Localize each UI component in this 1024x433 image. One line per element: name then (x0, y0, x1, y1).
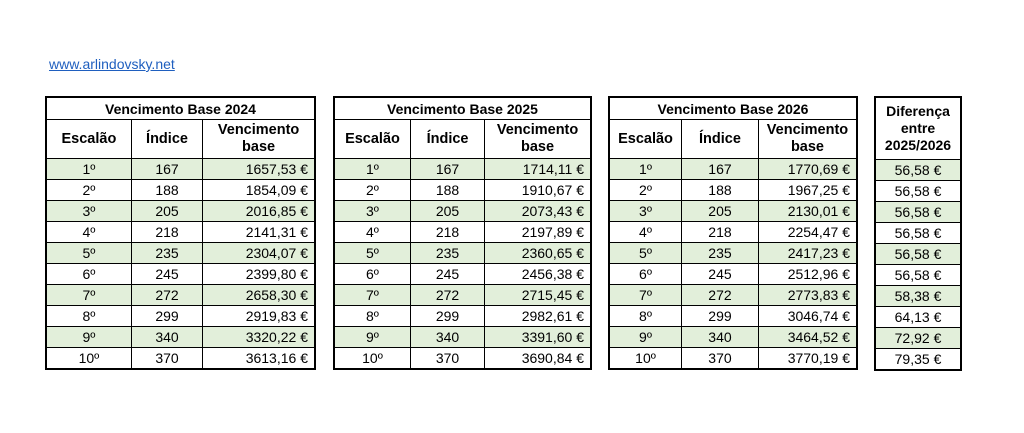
cell-vencimento: 2254,47 € (758, 222, 857, 243)
cell-vencimento: 1854,09 € (203, 180, 315, 201)
header-escalao: Escalão (334, 120, 410, 159)
cell-vencimento: 2141,31 € (203, 222, 315, 243)
cell-indice: 167 (410, 159, 484, 180)
table-row (46, 222, 315, 243)
cell-escalao: 9º (334, 327, 410, 348)
cell-diferenca: 58,38 € (875, 286, 961, 307)
table-row (609, 201, 857, 222)
cell-escalao: 10º (334, 348, 410, 370)
table-row (334, 222, 591, 243)
table-row (609, 348, 857, 370)
table-body (334, 159, 591, 370)
table-title: Vencimento Base 2025 (334, 97, 591, 120)
table-title: Vencimento Base 2026 (609, 97, 857, 120)
header-escalao: Escalão (46, 120, 131, 159)
cell-vencimento: 3046,74 € (758, 306, 857, 327)
cell-vencimento: 3690,84 € (485, 348, 591, 370)
cell-indice: 299 (410, 306, 484, 327)
cell-indice: 245 (410, 264, 484, 285)
header-indice: Índice (410, 120, 484, 159)
cell-escalao: 4º (46, 222, 131, 243)
cell-escalao: 1º (334, 159, 410, 180)
cell-indice: 272 (682, 285, 759, 306)
cell-escalao: 5º (609, 243, 682, 264)
cell-vencimento: 2456,38 € (485, 264, 591, 285)
table-row (334, 201, 591, 222)
cell-escalao: 6º (334, 264, 410, 285)
table-body (46, 159, 315, 370)
cell-vencimento: 2512,96 € (758, 264, 857, 285)
table-row (46, 306, 315, 327)
table-row (334, 327, 591, 348)
table-row (609, 222, 857, 243)
table-row (46, 159, 315, 180)
cell-vencimento: 1967,25 € (758, 180, 857, 201)
cell-indice: 218 (682, 222, 759, 243)
table-row (46, 327, 315, 348)
cell-indice: 205 (682, 201, 759, 222)
cell-escalao: 8º (46, 306, 131, 327)
cell-indice: 340 (410, 327, 484, 348)
cell-indice: 370 (131, 348, 202, 370)
cell-indice: 299 (682, 306, 759, 327)
table-row (609, 285, 857, 306)
cell-indice: 370 (682, 348, 759, 370)
table-row (609, 306, 857, 327)
cell-diferenca: 56,58 € (875, 223, 961, 244)
cell-escalao: 9º (46, 327, 131, 348)
table-title: Vencimento Base 2024 (46, 97, 315, 120)
cell-indice: 167 (131, 159, 202, 180)
header-vencimento: Vencimento base (485, 120, 591, 159)
cell-indice: 370 (410, 348, 484, 370)
table-vencimento-2025 (333, 96, 592, 370)
cell-escalao: 1º (609, 159, 682, 180)
cell-vencimento: 2658,30 € (203, 285, 315, 306)
cell-escalao: 4º (609, 222, 682, 243)
cell-diferenca: 56,58 € (875, 202, 961, 223)
cell-escalao: 8º (609, 306, 682, 327)
header-vencimento: Vencimento base (758, 120, 857, 159)
cell-indice: 167 (682, 159, 759, 180)
cell-indice: 235 (131, 243, 202, 264)
cell-indice: 245 (131, 264, 202, 285)
cell-escalao: 3º (334, 201, 410, 222)
table-row (334, 348, 591, 370)
table-body (609, 159, 857, 370)
cell-vencimento: 3320,22 € (203, 327, 315, 348)
cell-escalao: 6º (46, 264, 131, 285)
table-vencimento-2024 (45, 96, 316, 370)
cell-vencimento: 2304,07 € (203, 243, 315, 264)
table-vencimento-2026 (608, 96, 858, 370)
table-row (875, 244, 961, 265)
cell-escalao: 6º (609, 264, 682, 285)
cell-vencimento: 2197,89 € (485, 222, 591, 243)
cell-vencimento: 2982,61 € (485, 306, 591, 327)
cell-escalao: 2º (609, 180, 682, 201)
table-row (46, 201, 315, 222)
cell-indice: 340 (682, 327, 759, 348)
cell-escalao: 1º (46, 159, 131, 180)
table-row (875, 265, 961, 286)
cell-indice: 299 (131, 306, 202, 327)
cell-escalao: 3º (609, 201, 682, 222)
cell-escalao: 7º (609, 285, 682, 306)
table-row (875, 160, 961, 181)
table-diferenca (874, 96, 962, 371)
cell-diferenca: 56,58 € (875, 160, 961, 181)
table-row (46, 285, 315, 306)
cell-diferenca: 72,92 € (875, 328, 961, 349)
cell-escalao: 2º (46, 180, 131, 201)
table-row (875, 223, 961, 244)
cell-vencimento: 3464,52 € (758, 327, 857, 348)
table-row (609, 180, 857, 201)
cell-vencimento: 2919,83 € (203, 306, 315, 327)
table-row (875, 349, 961, 371)
cell-vencimento: 2399,80 € (203, 264, 315, 285)
cell-indice: 272 (410, 285, 484, 306)
cell-vencimento: 2715,45 € (485, 285, 591, 306)
cell-indice: 245 (682, 264, 759, 285)
table-row (875, 181, 961, 202)
cell-escalao: 9º (609, 327, 682, 348)
table-row (609, 243, 857, 264)
table-row (609, 264, 857, 285)
cell-indice: 188 (410, 180, 484, 201)
table-row (334, 243, 591, 264)
cell-vencimento: 1714,11 € (485, 159, 591, 180)
cell-indice: 205 (131, 201, 202, 222)
cell-escalao: 8º (334, 306, 410, 327)
cell-escalao: 2º (334, 180, 410, 201)
cell-indice: 205 (410, 201, 484, 222)
cell-diferenca: 64,13 € (875, 307, 961, 328)
cell-vencimento: 3391,60 € (485, 327, 591, 348)
cell-vencimento: 3613,16 € (203, 348, 315, 370)
cell-vencimento: 1770,69 € (758, 159, 857, 180)
table-row (609, 327, 857, 348)
cell-vencimento: 2417,23 € (758, 243, 857, 264)
table-row (875, 286, 961, 307)
table-row (609, 159, 857, 180)
table-row (875, 307, 961, 328)
table-row (334, 285, 591, 306)
cell-vencimento: 2773,83 € (758, 285, 857, 306)
table-row (334, 159, 591, 180)
header-escalao: Escalão (609, 120, 682, 159)
cell-indice: 218 (131, 222, 202, 243)
cell-escalao: 5º (46, 243, 131, 264)
cell-escalao: 5º (334, 243, 410, 264)
cell-vencimento: 2073,43 € (485, 201, 591, 222)
website-link[interactable]: www.arlindovsky.net (49, 56, 175, 72)
table-row (46, 243, 315, 264)
cell-indice: 235 (410, 243, 484, 264)
cell-vencimento: 3770,19 € (758, 348, 857, 370)
cell-diferenca: 56,58 € (875, 265, 961, 286)
cell-vencimento: 2130,01 € (758, 201, 857, 222)
cell-indice: 188 (682, 180, 759, 201)
cell-indice: 188 (131, 180, 202, 201)
header-vencimento: Vencimento base (203, 120, 315, 159)
table-row (875, 202, 961, 223)
header-indice: Índice (682, 120, 759, 159)
table-row (46, 264, 315, 285)
table-body (875, 160, 961, 371)
cell-escalao: 3º (46, 201, 131, 222)
cell-escalao: 7º (46, 285, 131, 306)
cell-escalao: 7º (334, 285, 410, 306)
cell-indice: 340 (131, 327, 202, 348)
cell-vencimento: 1657,53 € (203, 159, 315, 180)
cell-diferenca: 56,58 € (875, 181, 961, 202)
header-indice: Índice (131, 120, 202, 159)
table-row (334, 306, 591, 327)
cell-escalao: 10º (46, 348, 131, 370)
table-row (46, 180, 315, 201)
cell-vencimento: 1910,67 € (485, 180, 591, 201)
cell-vencimento: 2016,85 € (203, 201, 315, 222)
table-row (334, 264, 591, 285)
cell-diferenca: 79,35 € (875, 349, 961, 371)
cell-indice: 218 (410, 222, 484, 243)
diff-title: Diferença entre 2025/2026 (875, 97, 961, 160)
cell-escalao: 10º (609, 348, 682, 370)
table-row (875, 328, 961, 349)
table-row (334, 180, 591, 201)
cell-diferenca: 56,58 € (875, 244, 961, 265)
cell-escalao: 4º (334, 222, 410, 243)
table-row (46, 348, 315, 370)
cell-indice: 272 (131, 285, 202, 306)
cell-indice: 235 (682, 243, 759, 264)
cell-vencimento: 2360,65 € (485, 243, 591, 264)
